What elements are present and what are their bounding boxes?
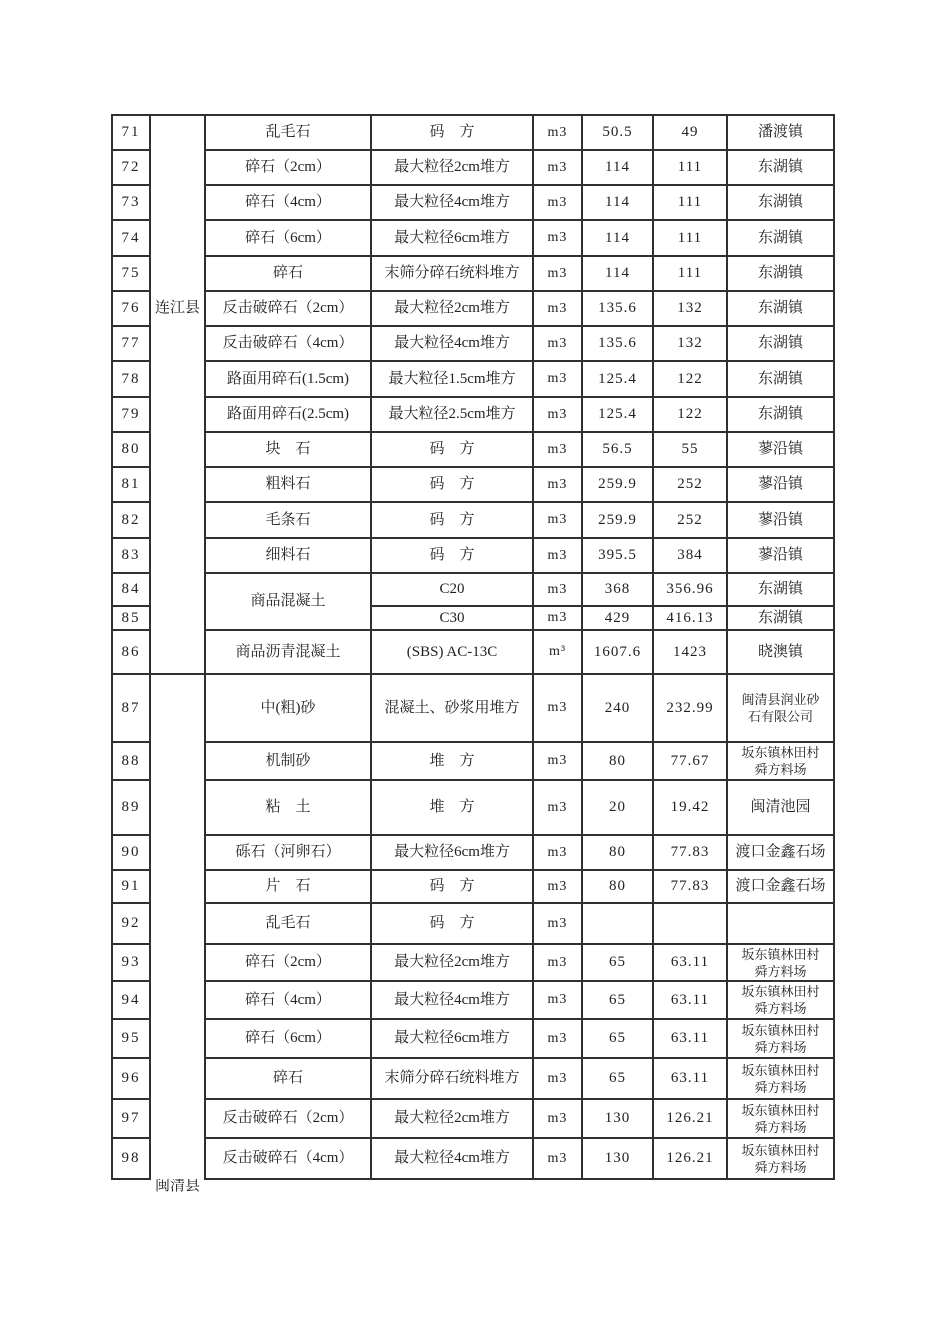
spec-cell: 最大粒径6cm堆方 xyxy=(371,1019,533,1058)
location-cell xyxy=(727,256,834,291)
material-cell: 碎石（2cm） xyxy=(205,944,371,981)
spec-cell: 码 方 xyxy=(371,467,533,502)
location-cell xyxy=(727,1019,834,1058)
spec-cell: 堆 方 xyxy=(371,742,533,780)
price1-cell: 80 xyxy=(582,870,653,903)
material-cell: 碎石 xyxy=(205,1058,371,1099)
unit-cell: m3 xyxy=(533,220,582,256)
location-cell xyxy=(727,870,834,903)
location-cell xyxy=(727,361,834,397)
material-cell: 粘 土 xyxy=(205,780,371,835)
unit-cell: m3 xyxy=(533,606,582,630)
unit-cell: m3 xyxy=(533,1138,582,1179)
location-cell xyxy=(727,432,834,467)
location-text: 坂东镇林田村舜方料场 xyxy=(741,1142,820,1175)
material-cell: 机制砂 xyxy=(205,742,371,780)
price1-cell: 65 xyxy=(582,944,653,981)
row-number-cell: 80 xyxy=(112,432,150,467)
material-cell: 碎石 xyxy=(205,256,371,291)
table-row xyxy=(112,573,834,606)
spec-cell: 最大粒径4cm堆方 xyxy=(371,326,533,361)
price2-cell: 122 xyxy=(653,361,727,397)
material-cell: 反击破碎石（2cm） xyxy=(205,291,371,326)
price1-cell: 240 xyxy=(582,674,653,742)
location-cell xyxy=(727,606,834,630)
table-row xyxy=(112,1058,834,1099)
location-text: 晓澳镇 xyxy=(757,643,803,660)
location-cell xyxy=(727,538,834,573)
price2-cell: 63.11 xyxy=(653,1019,727,1058)
location-cell xyxy=(727,326,834,361)
unit-cell: m³ xyxy=(533,630,582,674)
material-cell: 乱毛石 xyxy=(205,115,371,150)
price2-cell: 132 xyxy=(653,326,727,361)
spec-cell: 码 方 xyxy=(371,432,533,467)
price2-cell: 19.42 xyxy=(653,780,727,835)
location-cell xyxy=(727,185,834,220)
material-cell: 路面用碎石(2.5cm) xyxy=(205,397,371,432)
price1-cell: 56.5 xyxy=(582,432,653,467)
spec-cell: (SBS) AC-13C xyxy=(371,630,533,674)
unit-cell: m3 xyxy=(533,944,582,981)
table-row xyxy=(112,502,834,538)
location-cell xyxy=(727,742,834,780)
row-number-cell: 87 xyxy=(112,674,150,742)
location-cell xyxy=(727,981,834,1019)
material-cell: 乱毛石 xyxy=(205,903,371,944)
price2-cell: 111 xyxy=(653,220,727,256)
spec-cell: 码 方 xyxy=(371,538,533,573)
price1-cell: 259.9 xyxy=(582,467,653,502)
table-row xyxy=(112,630,834,674)
unit-cell: m3 xyxy=(533,150,582,185)
material-cell: 砾石（河卵石） xyxy=(205,835,371,870)
price1-cell: 65 xyxy=(582,981,653,1019)
price2-cell xyxy=(653,903,727,944)
row-number-cell: 78 xyxy=(112,361,150,397)
spec-cell: C30 xyxy=(371,606,533,630)
location-cell xyxy=(727,150,834,185)
price1-cell: 50.5 xyxy=(582,115,653,150)
price2-cell: 384 xyxy=(653,538,727,573)
price2-cell: 63.11 xyxy=(653,981,727,1019)
price2-cell: 63.11 xyxy=(653,1058,727,1099)
unit-cell: m3 xyxy=(533,326,582,361)
spec-cell: 码 方 xyxy=(371,502,533,538)
price2-cell: 126.21 xyxy=(653,1099,727,1138)
location-text: 坂东镇林田村舜方料场 xyxy=(741,745,820,777)
price1-cell: 80 xyxy=(582,742,653,780)
spec-cell: 最大粒径4cm堆方 xyxy=(371,1138,533,1179)
table-row xyxy=(112,780,834,835)
spec-cell: 最大粒径6cm堆方 xyxy=(371,220,533,256)
price1-cell: 114 xyxy=(582,150,653,185)
price1-cell: 395.5 xyxy=(582,538,653,573)
row-number-cell: 86 xyxy=(112,630,150,674)
row-number-cell: 90 xyxy=(112,835,150,870)
price1-cell: 114 xyxy=(582,220,653,256)
price2-cell: 77.67 xyxy=(653,742,727,780)
table-row xyxy=(112,944,834,981)
table-row xyxy=(112,361,834,397)
price1-cell: 259.9 xyxy=(582,502,653,538)
unit-cell: m3 xyxy=(533,1019,582,1058)
location-text: 东湖镇 xyxy=(757,265,803,282)
row-number-cell: 71 xyxy=(112,115,150,150)
row-number-cell: 92 xyxy=(112,903,150,944)
spec-cell: 最大粒径4cm堆方 xyxy=(371,981,533,1019)
row-number-cell: 96 xyxy=(112,1058,150,1099)
row-number-cell: 72 xyxy=(112,150,150,185)
price2-cell: 1423 xyxy=(653,630,727,674)
spec-cell: 最大粒径2cm堆方 xyxy=(371,1099,533,1138)
table-row xyxy=(112,981,834,1019)
price1-cell: 135.6 xyxy=(582,291,653,326)
location-cell xyxy=(727,502,834,538)
row-number-cell: 93 xyxy=(112,944,150,981)
price2-cell: 111 xyxy=(653,185,727,220)
spec-cell: C20 xyxy=(371,573,533,606)
location-text: 蓼沿镇 xyxy=(757,547,803,564)
unit-cell: m3 xyxy=(533,981,582,1019)
price1-cell: 80 xyxy=(582,835,653,870)
table-row xyxy=(112,903,834,944)
unit-cell: m3 xyxy=(533,780,582,835)
table-row xyxy=(112,326,834,361)
material-cell: 细料石 xyxy=(205,538,371,573)
unit-cell: m3 xyxy=(533,502,582,538)
spec-cell: 最大粒径4cm堆方 xyxy=(371,185,533,220)
price2-cell: 356.96 xyxy=(653,573,727,606)
price1-cell xyxy=(582,903,653,944)
price1-cell: 65 xyxy=(582,1019,653,1058)
location-cell xyxy=(727,903,834,944)
price2-cell: 63.11 xyxy=(653,944,727,981)
price2-cell: 132 xyxy=(653,291,727,326)
table-row xyxy=(112,220,834,256)
price1-cell: 125.4 xyxy=(582,397,653,432)
table-row xyxy=(112,467,834,502)
price-table xyxy=(111,114,835,1180)
spec-cell: 最大粒径2.5cm堆方 xyxy=(371,397,533,432)
spec-cell: 最大粒径2cm堆方 xyxy=(371,150,533,185)
material-cell: 路面用碎石(1.5cm) xyxy=(205,361,371,397)
location-cell xyxy=(727,397,834,432)
row-number-cell: 84 xyxy=(112,573,150,606)
table-row xyxy=(112,835,834,870)
table-row xyxy=(112,256,834,291)
unit-cell: m3 xyxy=(533,573,582,606)
location-text: 坂东镇林田村舜方料场 xyxy=(741,1062,820,1095)
material-cell: 商品沥青混凝土 xyxy=(205,630,371,674)
price1-cell: 20 xyxy=(582,780,653,835)
price2-cell: 416.13 xyxy=(653,606,727,630)
unit-cell: m3 xyxy=(533,467,582,502)
location-text: 渡口金鑫石场 xyxy=(735,844,826,861)
location-cell xyxy=(727,1058,834,1099)
material-cell: 碎石（6cm） xyxy=(205,1019,371,1058)
location-text: 坂东镇林田村舜方料场 xyxy=(741,1102,820,1135)
location-text: 渡口金鑫石场 xyxy=(735,878,826,895)
price2-cell: 111 xyxy=(653,150,727,185)
material-cell: 反击破碎石（4cm） xyxy=(205,1138,371,1179)
unit-cell: m3 xyxy=(533,256,582,291)
location-text: 坂东镇林田村舜方料场 xyxy=(741,1022,820,1055)
price1-cell: 114 xyxy=(582,185,653,220)
unit-cell: m3 xyxy=(533,742,582,780)
table-row xyxy=(112,1099,834,1138)
unit-cell: m3 xyxy=(533,291,582,326)
location-cell xyxy=(727,835,834,870)
location-text: 坂东镇林田村舜方料场 xyxy=(741,946,820,979)
location-cell xyxy=(727,780,834,835)
material-cell: 商品混凝土 xyxy=(205,573,371,630)
spec-cell: 码 方 xyxy=(371,903,533,944)
price1-cell: 130 xyxy=(582,1138,653,1179)
material-cell: 中(粗)砂 xyxy=(205,674,371,742)
row-number-cell: 74 xyxy=(112,220,150,256)
unit-cell: m3 xyxy=(533,432,582,467)
location-cell xyxy=(727,467,834,502)
material-cell: 碎石（6cm） xyxy=(205,220,371,256)
spec-cell: 最大粒径2cm堆方 xyxy=(371,944,533,981)
row-number-cell: 91 xyxy=(112,870,150,903)
price1-cell: 135.6 xyxy=(582,326,653,361)
table-row xyxy=(112,742,834,780)
region-cell xyxy=(150,115,205,674)
location-text: 东湖镇 xyxy=(757,159,803,176)
unit-cell: m3 xyxy=(533,1099,582,1138)
location-text: 蓼沿镇 xyxy=(757,441,803,458)
row-number-cell: 97 xyxy=(112,1099,150,1138)
material-cell: 块 石 xyxy=(205,432,371,467)
price2-cell: 252 xyxy=(653,502,727,538)
spec-cell: 堆 方 xyxy=(371,780,533,835)
price1-cell: 65 xyxy=(582,1058,653,1099)
unit-cell: m3 xyxy=(533,361,582,397)
row-number-cell: 77 xyxy=(112,326,150,361)
row-number-cell: 85 xyxy=(112,606,150,630)
location-text: 东湖镇 xyxy=(757,335,803,352)
unit-cell: m3 xyxy=(533,835,582,870)
location-text: 东湖镇 xyxy=(757,609,803,626)
row-number-cell: 82 xyxy=(112,502,150,538)
unit-cell: m3 xyxy=(533,1058,582,1099)
spec-cell: 码 方 xyxy=(371,115,533,150)
price1-cell: 1607.6 xyxy=(582,630,653,674)
location-cell xyxy=(727,1099,834,1138)
price2-cell: 252 xyxy=(653,467,727,502)
location-text: 坂东镇林田村舜方料场 xyxy=(741,984,820,1016)
material-cell: 碎石（4cm） xyxy=(205,981,371,1019)
material-cell: 反击破碎石（2cm） xyxy=(205,1099,371,1138)
material-cell: 片 石 xyxy=(205,870,371,903)
location-text: 东湖镇 xyxy=(757,194,803,211)
price1-cell: 130 xyxy=(582,1099,653,1138)
price2-cell: 77.83 xyxy=(653,835,727,870)
row-number-cell: 83 xyxy=(112,538,150,573)
location-text: 东湖镇 xyxy=(757,229,803,246)
spec-cell: 混凝土、砂浆用堆方 xyxy=(371,674,533,742)
table-row xyxy=(112,185,834,220)
table-row xyxy=(112,150,834,185)
location-cell xyxy=(727,674,834,742)
unit-cell: m3 xyxy=(533,185,582,220)
spec-cell: 最大粒径6cm堆方 xyxy=(371,835,533,870)
location-text: 潘渡镇 xyxy=(757,124,803,141)
table-row xyxy=(112,538,834,573)
row-number-cell: 88 xyxy=(112,742,150,780)
row-number-cell: 81 xyxy=(112,467,150,502)
table-body xyxy=(112,115,834,1179)
location-cell xyxy=(727,291,834,326)
price2-cell: 77.83 xyxy=(653,870,727,903)
table-row xyxy=(112,1138,834,1179)
location-text: 蓼沿镇 xyxy=(757,511,803,528)
table-row xyxy=(112,115,834,150)
material-cell: 碎石（2cm） xyxy=(205,150,371,185)
price1-cell: 125.4 xyxy=(582,361,653,397)
region-cell xyxy=(150,674,205,1179)
price2-cell: 122 xyxy=(653,397,727,432)
material-cell: 反击破碎石（4cm） xyxy=(205,326,371,361)
location-cell xyxy=(727,1138,834,1179)
row-number-cell: 75 xyxy=(112,256,150,291)
region-label: 连江县 xyxy=(154,300,200,316)
material-cell: 毛条石 xyxy=(205,502,371,538)
row-number-cell: 76 xyxy=(112,291,150,326)
price1-cell: 114 xyxy=(582,256,653,291)
table-row xyxy=(112,870,834,903)
table-row xyxy=(112,397,834,432)
spec-cell: 末筛分碎石统料堆方 xyxy=(371,1058,533,1099)
price2-cell: 232.99 xyxy=(653,674,727,742)
location-cell xyxy=(727,630,834,674)
row-number-cell: 95 xyxy=(112,1019,150,1058)
row-number-cell: 73 xyxy=(112,185,150,220)
unit-cell: m3 xyxy=(533,397,582,432)
unit-cell: m3 xyxy=(533,674,582,742)
material-cell: 粗料石 xyxy=(205,467,371,502)
location-text: 东湖镇 xyxy=(757,370,803,387)
spec-cell: 末筛分碎石统料堆方 xyxy=(371,256,533,291)
location-cell xyxy=(727,220,834,256)
unit-cell: m3 xyxy=(533,903,582,944)
unit-cell: m3 xyxy=(533,870,582,903)
location-cell xyxy=(727,573,834,606)
location-text: 东湖镇 xyxy=(757,406,803,423)
unit-cell: m3 xyxy=(533,538,582,573)
location-text: 东湖镇 xyxy=(757,300,803,317)
table-row xyxy=(112,674,834,742)
spec-cell: 码 方 xyxy=(371,870,533,903)
table-row xyxy=(112,432,834,467)
location-text: 蓼沿镇 xyxy=(757,476,803,493)
price1-cell: 368 xyxy=(582,573,653,606)
price2-cell: 49 xyxy=(653,115,727,150)
table-row xyxy=(112,291,834,326)
region-label-clipped: 闽清县 xyxy=(154,1179,200,1192)
price2-cell: 111 xyxy=(653,256,727,291)
price2-cell: 55 xyxy=(653,432,727,467)
material-cell: 碎石（4cm） xyxy=(205,185,371,220)
price2-cell: 126.21 xyxy=(653,1138,727,1179)
location-text: 东湖镇 xyxy=(757,581,803,598)
row-number-cell: 89 xyxy=(112,780,150,835)
row-number-cell: 94 xyxy=(112,981,150,1019)
location-text: 闽清池园 xyxy=(750,799,811,816)
table-row xyxy=(112,1019,834,1058)
location-cell xyxy=(727,115,834,150)
spec-cell: 最大粒径2cm堆方 xyxy=(371,291,533,326)
unit-cell: m3 xyxy=(533,115,582,150)
location-text: 闽清县润业砂石有限公司 xyxy=(741,692,820,724)
location-cell xyxy=(727,944,834,981)
row-number-cell: 79 xyxy=(112,397,150,432)
spec-cell: 最大粒径1.5cm堆方 xyxy=(371,361,533,397)
price1-cell: 429 xyxy=(582,606,653,630)
row-number-cell: 98 xyxy=(112,1138,150,1179)
